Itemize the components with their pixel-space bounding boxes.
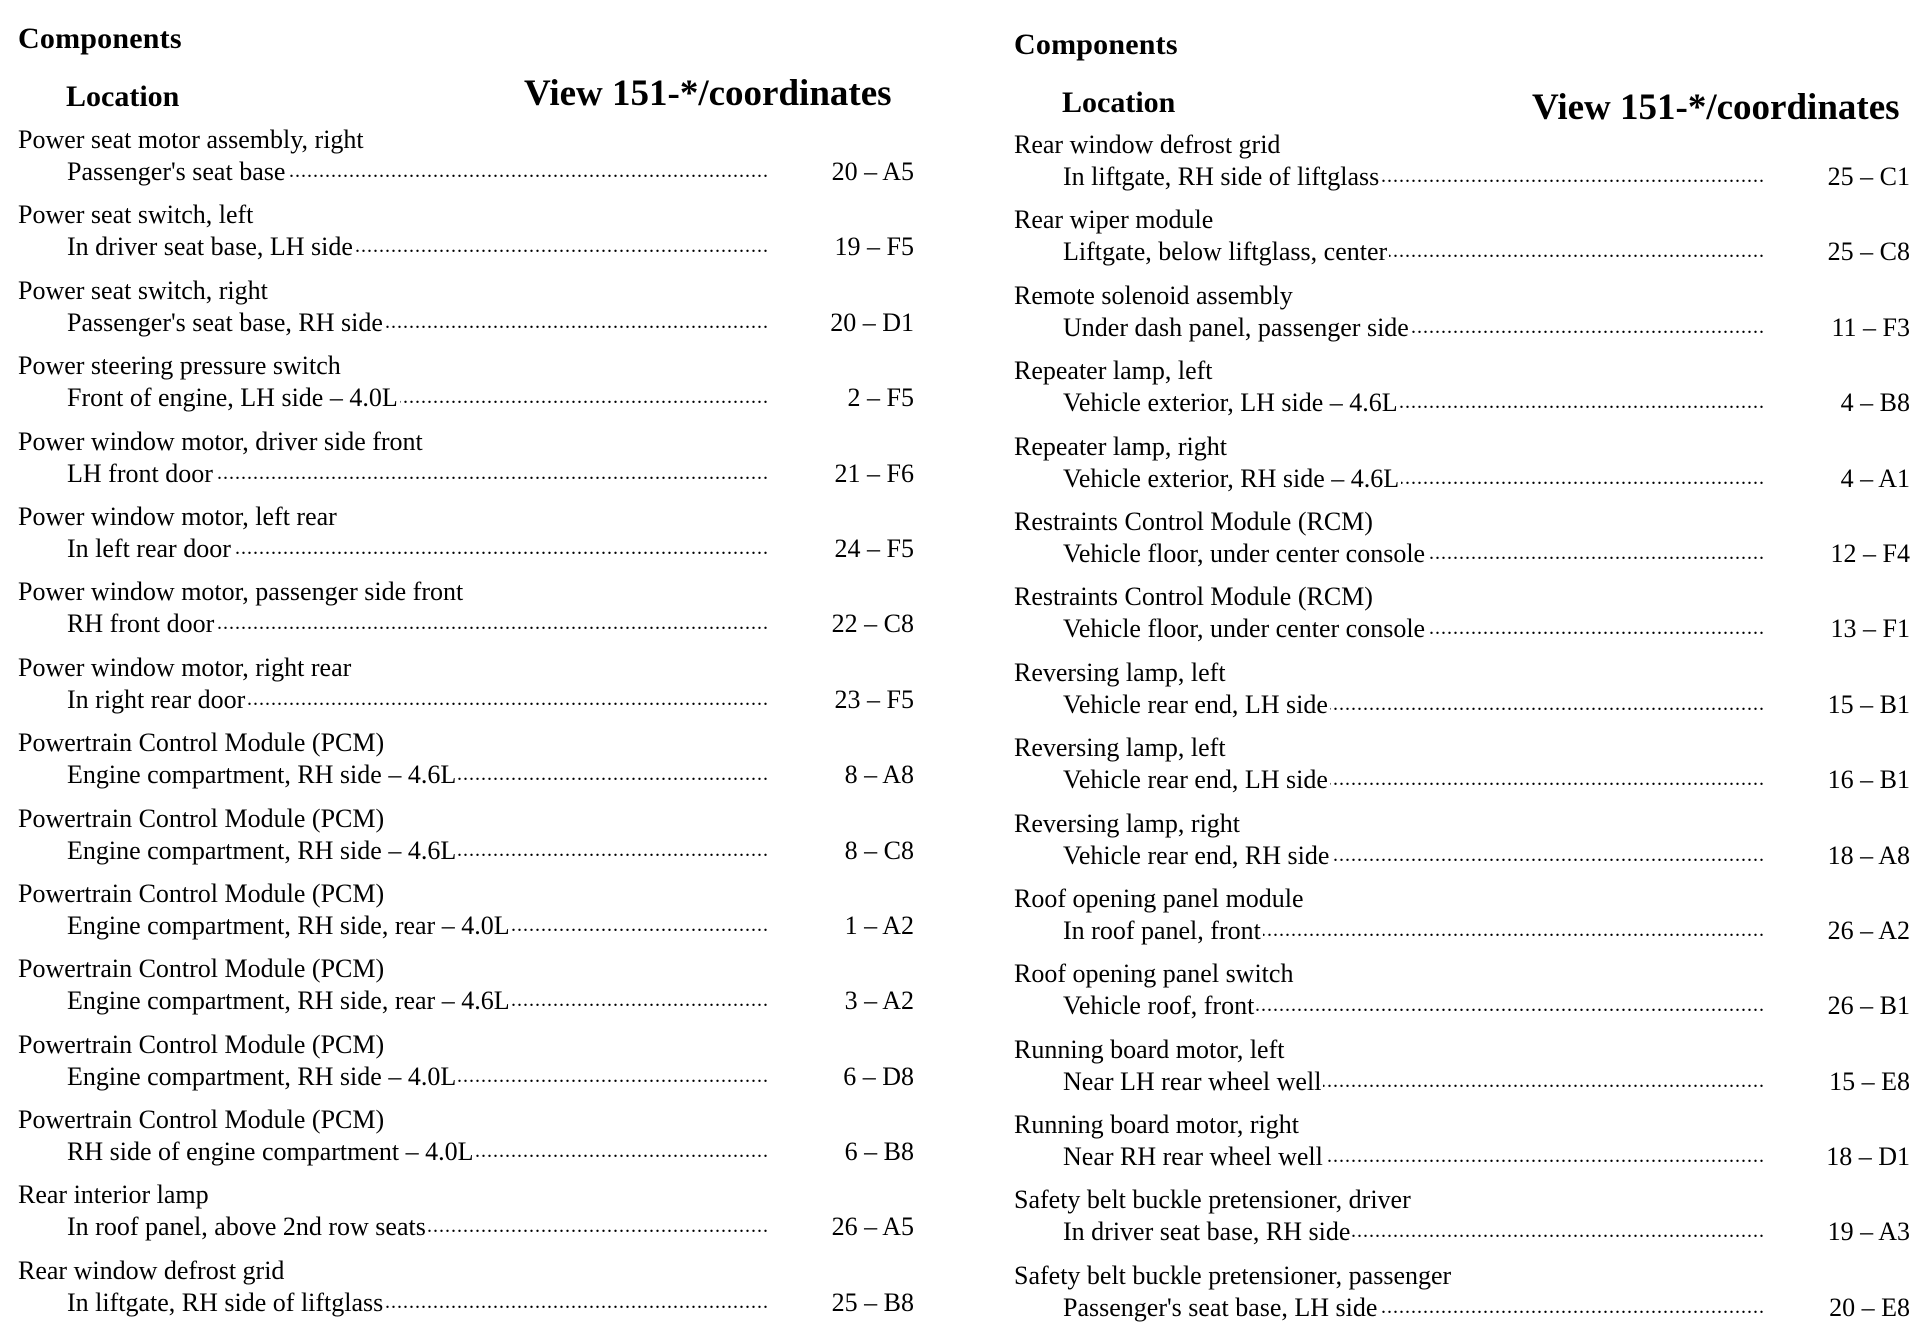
- component-entry: [1010, 582, 1910, 657]
- location-header: Location: [1062, 86, 1176, 119]
- component-entry: [1010, 130, 1910, 205]
- component-entry: [1010, 658, 1910, 733]
- view-coordinate: 19 – F5: [834, 232, 914, 262]
- component-location: Under dash panel, passenger side: [1063, 312, 1409, 342]
- component-list: [14, 125, 914, 1331]
- component-entry: [14, 200, 914, 275]
- component-name: Power window motor, passenger side front: [18, 577, 464, 607]
- component-entry: [14, 577, 914, 652]
- view-coordinate: 24 – F5: [834, 533, 914, 563]
- component-location: Passenger's seat base, LH side: [1063, 1292, 1378, 1322]
- component-location-line: [67, 157, 767, 187]
- component-location: Vehicle rear end, LH side: [1063, 765, 1328, 795]
- component-location-line: [67, 760, 767, 790]
- component-name: Rear wiper module: [1014, 205, 1214, 235]
- component-name: Safety belt buckle pretensioner, driver: [1014, 1185, 1411, 1215]
- component-name: Rear window defrost grid: [18, 1255, 285, 1285]
- component-location-line: [67, 986, 767, 1016]
- component-location: Engine compartment, RH side – 4.0L: [67, 1061, 457, 1091]
- view-coordinate: 18 – D1: [1826, 1142, 1910, 1172]
- view-coordinate: 26 – A2: [1827, 915, 1910, 945]
- component-entry: [14, 879, 914, 954]
- component-name: Power steering pressure switch: [18, 351, 341, 381]
- component-location: Vehicle rear end, LH side: [1063, 689, 1328, 719]
- component-name: Restraints Control Module (RCM): [1014, 582, 1373, 612]
- component-location: Vehicle floor, under center console: [1063, 614, 1426, 644]
- view-coordinate: 26 – B1: [1827, 991, 1910, 1021]
- component-location-line: [1063, 841, 1763, 871]
- component-list: [1010, 130, 1910, 1336]
- section-title: Components: [18, 22, 182, 55]
- component-location: Vehicle rear end, RH side: [1063, 840, 1330, 870]
- component-name: Remote solenoid assembly: [1014, 280, 1293, 310]
- view-coordinate: 6 – D8: [843, 1061, 914, 1091]
- component-name: Running board motor, left: [1014, 1034, 1285, 1064]
- component-entry: [14, 653, 914, 728]
- component-name: Roof opening panel switch: [1014, 959, 1294, 989]
- component-entry: [1010, 1185, 1910, 1260]
- component-entry: [1010, 507, 1910, 582]
- view-coordinate: 18 – A8: [1827, 840, 1910, 870]
- component-name: Powertrain Control Module (PCM): [18, 1105, 385, 1135]
- component-entry: [14, 954, 914, 1029]
- view-coordinates-header: View 151-*/coordinates: [1532, 87, 1900, 128]
- component-location-line: [67, 609, 767, 639]
- view-coordinate: 15 – E8: [1829, 1066, 1910, 1096]
- component-location: In driver seat base, RH side: [1063, 1217, 1351, 1247]
- view-coordinates-header: View 151-*/coordinates: [524, 73, 892, 114]
- component-location-line: [1063, 1067, 1763, 1097]
- location-header: Location: [66, 80, 180, 113]
- component-location-line: [67, 1137, 767, 1167]
- component-location-line: [1063, 539, 1763, 569]
- component-location: Near LH rear wheel well: [1063, 1066, 1322, 1096]
- component-name: Repeater lamp, left: [1014, 356, 1213, 386]
- component-location: Vehicle floor, under center console: [1063, 538, 1426, 568]
- component-location-line: [67, 383, 767, 413]
- component-entry: [1010, 884, 1910, 959]
- component-location-line: [1063, 388, 1763, 418]
- component-location-line: [1063, 765, 1763, 795]
- component-entry: [1010, 733, 1910, 808]
- view-coordinate: 16 – B1: [1827, 765, 1910, 795]
- component-name: Safety belt buckle pretensioner, passenger: [1014, 1260, 1452, 1290]
- view-coordinate: 19 – A3: [1827, 1217, 1910, 1247]
- component-entry: [1010, 281, 1910, 356]
- component-location: Engine compartment, RH side, rear – 4.6L: [67, 986, 510, 1016]
- component-name: Reversing lamp, left: [1014, 733, 1226, 763]
- component-location-line: [67, 1288, 767, 1318]
- component-name: Powertrain Control Module (PCM): [18, 954, 385, 984]
- component-name: Power seat motor assembly, right: [18, 125, 364, 154]
- view-coordinate: 4 – A1: [1840, 463, 1910, 493]
- component-name: Restraints Control Module (RCM): [1014, 506, 1373, 536]
- component-entry: [1010, 959, 1910, 1034]
- component-entry: [1010, 432, 1910, 507]
- component-name: Power seat switch, left: [18, 200, 254, 230]
- component-name: Power window motor, right rear: [18, 652, 352, 682]
- component-entry: [1010, 1035, 1910, 1110]
- component-location: Engine compartment, RH side – 4.6L: [67, 835, 457, 865]
- component-location: Engine compartment, RH side, rear – 4.0L: [67, 910, 510, 940]
- component-name: Roof opening panel module: [1014, 883, 1304, 913]
- component-entry: [14, 1030, 914, 1105]
- component-location-line: [67, 232, 767, 262]
- component-location-line: [1063, 237, 1763, 267]
- component-entry: [14, 1180, 914, 1255]
- view-coordinate: 26 – A5: [831, 1212, 914, 1242]
- view-coordinate: 23 – F5: [834, 684, 914, 714]
- component-location: In liftgate, RH side of liftglass: [67, 1287, 384, 1317]
- component-name: Repeater lamp, right: [1014, 431, 1227, 461]
- component-entry: [1010, 1110, 1910, 1185]
- component-entry: [1010, 809, 1910, 884]
- component-location-line: [1063, 464, 1763, 494]
- component-location: Vehicle roof, front: [1063, 991, 1255, 1021]
- component-location-line: [1063, 916, 1763, 946]
- component-name: Powertrain Control Module (PCM): [18, 1029, 385, 1059]
- component-location-line: [1063, 162, 1763, 192]
- component-location-line: [67, 1212, 767, 1242]
- component-entry: [1010, 356, 1910, 431]
- component-location-line: [67, 1062, 767, 1092]
- component-location-line: [1063, 690, 1763, 720]
- view-coordinate: 3 – A2: [844, 986, 914, 1016]
- component-name: Reversing lamp, left: [1014, 657, 1226, 687]
- component-location: Near RH rear wheel well: [1063, 1142, 1323, 1172]
- component-location: Vehicle exterior, RH side – 4.6L: [1063, 463, 1400, 493]
- component-location: Front of engine, LH side – 4.0L: [67, 383, 398, 413]
- component-entry: [14, 502, 914, 577]
- component-name: Powertrain Control Module (PCM): [18, 728, 385, 758]
- component-location-line: [1063, 1142, 1763, 1172]
- view-coordinate: 25 – C1: [1827, 162, 1910, 191]
- view-coordinate: 2 – F5: [847, 383, 914, 413]
- view-coordinate: 8 – C8: [844, 835, 914, 865]
- component-location: In driver seat base, LH side: [67, 232, 353, 262]
- view-coordinate: 25 – B8: [831, 1287, 914, 1317]
- section-title: Components: [1014, 28, 1178, 61]
- component-name: Power seat switch, right: [18, 275, 268, 305]
- view-coordinate: 15 – B1: [1827, 689, 1910, 719]
- component-location: In roof panel, above 2nd row seats: [67, 1212, 426, 1242]
- component-name: Rear window defrost grid: [1014, 130, 1281, 159]
- view-coordinate: 13 – F1: [1830, 614, 1910, 644]
- component-name: Power window motor, driver side front: [18, 426, 423, 456]
- component-location: In right rear door: [67, 684, 246, 714]
- view-coordinate: 20 – E8: [1829, 1292, 1910, 1322]
- view-coordinate: 25 – C8: [1827, 237, 1910, 267]
- component-name: Reversing lamp, right: [1014, 808, 1241, 838]
- component-name: Rear interior lamp: [18, 1180, 209, 1210]
- component-name: Powertrain Control Module (PCM): [18, 878, 385, 908]
- view-coordinate: 4 – B8: [1840, 388, 1910, 418]
- component-location: In roof panel, front: [1063, 915, 1261, 945]
- component-location: In left rear door: [67, 533, 231, 563]
- component-entry: [1010, 205, 1910, 280]
- component-location-line: [67, 459, 767, 489]
- component-entry: [14, 125, 914, 200]
- view-coordinate: 11 – F3: [1831, 312, 1910, 342]
- component-location-line: [1063, 1217, 1763, 1247]
- component-location: Passenger's seat base, RH side: [67, 307, 383, 337]
- component-entry: [14, 728, 914, 803]
- view-coordinate: 22 – C8: [831, 609, 914, 639]
- component-location-line: [1063, 614, 1763, 644]
- component-entry: [14, 276, 914, 351]
- component-entry: [14, 804, 914, 879]
- component-entry: [14, 351, 914, 426]
- component-location-line: [1063, 313, 1763, 343]
- view-coordinate: 12 – F4: [1830, 538, 1910, 568]
- view-coordinate: 1 – A2: [844, 910, 914, 940]
- component-location-line: [67, 534, 767, 564]
- component-entry: [1010, 1261, 1910, 1336]
- component-location-line: [1063, 991, 1763, 1021]
- view-coordinate: 8 – A8: [844, 760, 914, 790]
- view-coordinate: 20 – D1: [830, 307, 914, 337]
- component-location-line: [67, 685, 767, 715]
- component-location: RH front door: [67, 609, 215, 639]
- component-location-line: [67, 911, 767, 941]
- component-location-line: [67, 836, 767, 866]
- component-location: Passenger's seat base: [67, 157, 286, 186]
- component-location-line: [1063, 1293, 1763, 1323]
- component-location: RH side of engine compartment – 4.0L: [67, 1137, 474, 1167]
- component-entry: [14, 1105, 914, 1180]
- component-location: Engine compartment, RH side – 4.6L: [67, 760, 457, 790]
- component-location: Vehicle exterior, LH side – 4.6L: [1063, 388, 1398, 418]
- component-location: Liftgate, below liftglass, center: [1063, 237, 1388, 267]
- component-location: In liftgate, RH side of liftglass: [1063, 162, 1380, 191]
- component-entry: [14, 427, 914, 502]
- component-location: LH front door: [67, 458, 213, 488]
- component-name: Running board motor, right: [1014, 1110, 1299, 1140]
- view-coordinate: 20 – A5: [831, 157, 914, 186]
- component-location-line: [67, 308, 767, 338]
- component-entry: [14, 1256, 914, 1331]
- component-name: Power window motor, left rear: [18, 501, 337, 531]
- view-coordinate: 6 – B8: [844, 1137, 914, 1167]
- component-name: Powertrain Control Module (PCM): [18, 803, 385, 833]
- view-coordinate: 21 – F6: [834, 458, 914, 488]
